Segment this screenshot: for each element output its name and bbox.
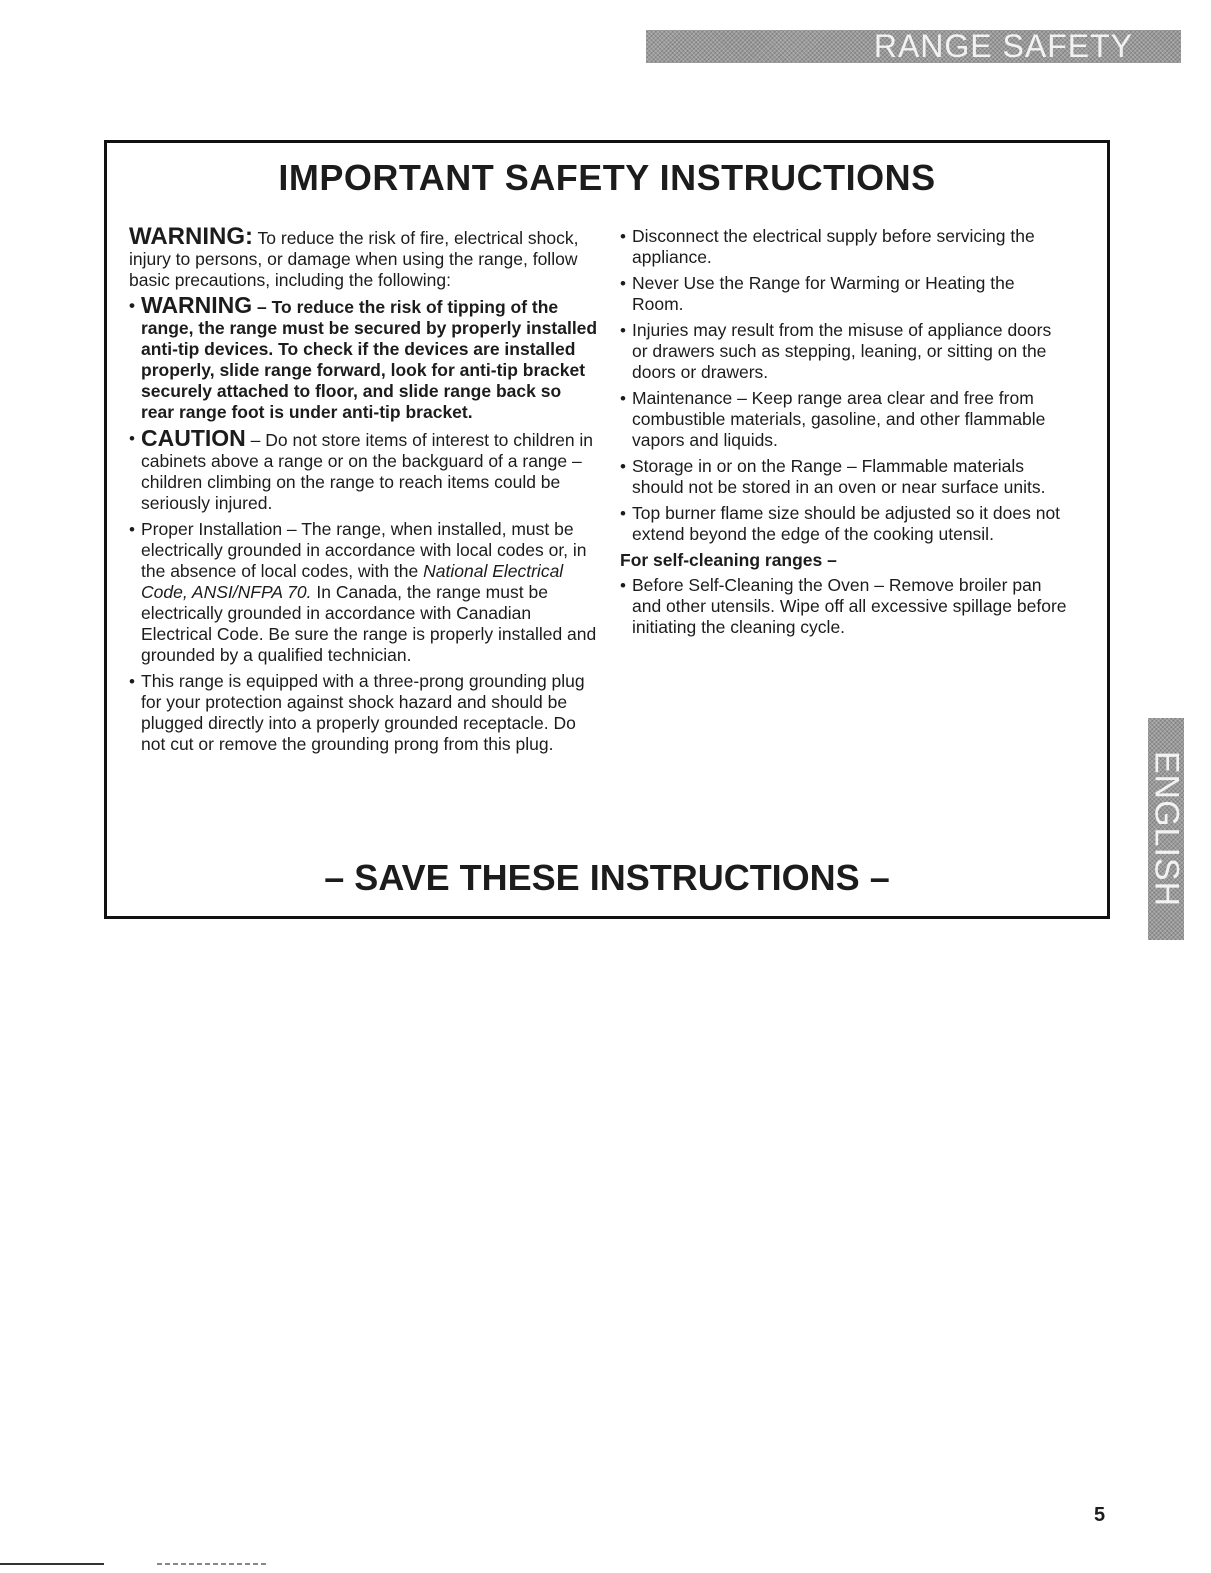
list-item-text: Disconnect the electrical supply before servicing the appliance.: [632, 226, 1035, 267]
list-item: [620, 503, 1070, 545]
list-item-text: Storage in or on the Range – Flammable materials should not be stored in an oven or near surface units.: [632, 456, 1046, 497]
bullet-icon: •: [129, 429, 135, 448]
list-item-text: Injuries may result from the misuse of appliance doors or drawers such as stepping, leaning, or sitting on the doors or drawers.: [632, 320, 1052, 382]
footer-rule: [0, 1563, 104, 1565]
intro-paragraph: [129, 223, 599, 291]
list-item-text: Maintenance – Keep range area clear and free from combustible materials, gasoline, and other flammable vapors and liquids.: [632, 388, 1046, 450]
list-item: [620, 320, 1070, 383]
section-banner-title: RANGE SAFETY: [873, 30, 1133, 63]
bullet-icon: •: [620, 576, 626, 595]
warning-label: WARNING: [141, 292, 253, 318]
self-cleaning-heading: For self-cleaning ranges –: [620, 550, 837, 570]
safety-instructions-box: [104, 140, 1110, 919]
intro-warning-label: WARNING:: [129, 223, 253, 250]
section-banner: [646, 30, 1181, 63]
list-item: [620, 575, 1070, 638]
bullet-icon: •: [620, 389, 626, 408]
bullet-icon: •: [620, 274, 626, 293]
list-item: [620, 226, 1070, 268]
language-side-tab: [1148, 718, 1184, 940]
bullet-icon: •: [620, 457, 626, 476]
footer-dashes: [157, 1563, 267, 1565]
language-tab-label: ENGLISH: [1147, 750, 1186, 908]
list-item-text: – Do not store items of interest to children in cabinets above a range or on the backguard of a range – children climbing on the range to reach items could be seriously injured.: [141, 430, 594, 513]
bullet-icon: •: [129, 296, 135, 315]
list-item: [620, 456, 1070, 498]
list-item-caution: [129, 425, 599, 514]
list-item-grounding-plug: [129, 671, 599, 755]
list-item: [620, 388, 1070, 451]
right-column: [620, 226, 1070, 643]
save-instructions-footer: – SAVE THESE INSTRUCTIONS –: [324, 857, 890, 898]
bullet-icon: •: [129, 520, 135, 539]
list-item-citation: National Electrical Code, ANSI/NFPA 70.: [141, 561, 564, 602]
list-item-text: In Canada, the range must be electrically grounded in accordance with Canadian Electrical Code. Be sure the range is properly installed and grounded by a qualified technician.: [141, 582, 597, 665]
list-item-text: Proper Installation – The range, when installed, must be electrically grounded in accordance with local codes or, in the absence of local codes, with the: [141, 519, 587, 581]
box-title: IMPORTANT SAFETY INSTRUCTIONS: [278, 157, 936, 198]
list-item: [620, 273, 1070, 315]
list-item-text: – To reduce the risk of tipping of the range, the range must be secured by properly installed anti-tip devices. To check if the devices are installed properly, slide range forward, look for anti-tip bracket securely attached to floor, and slide range back so rear range foot is under anti-tip bracket.: [141, 297, 598, 422]
list-item-text: Top burner flame size should be adjusted so it does not extend beyond the edge of the cooking utensil.: [632, 503, 1061, 544]
list-item-text: Before Self-Cleaning the Oven – Remove broiler pan and other utensils. Wipe off all excessive spillage before initiating the cleaning cycle.: [632, 575, 1067, 637]
page-number: 5: [1094, 1504, 1106, 1526]
bullet-icon: •: [129, 672, 135, 691]
list-item-proper-installation: [129, 519, 599, 666]
bullet-icon: •: [620, 227, 626, 246]
list-item-anti-tip-warning: [129, 292, 599, 423]
list-item-text: This range is equipped with a three-prong grounding plug for your protection against shock hazard and should be plugged directly into a properly grounded receptacle. Do not cut or remove the grounding prong from this plug.: [141, 671, 585, 754]
bullet-icon: •: [620, 504, 626, 523]
list-item-text: Never Use the Range for Warming or Heating the Room.: [632, 273, 1015, 314]
bullet-icon: •: [620, 321, 626, 340]
intro-text: To reduce the risk of fire, electrical shock, injury to persons, or damage when using the range, follow basic precautions, including the following:: [129, 228, 579, 290]
left-column: [129, 223, 599, 760]
caution-label: CAUTION: [141, 425, 246, 451]
